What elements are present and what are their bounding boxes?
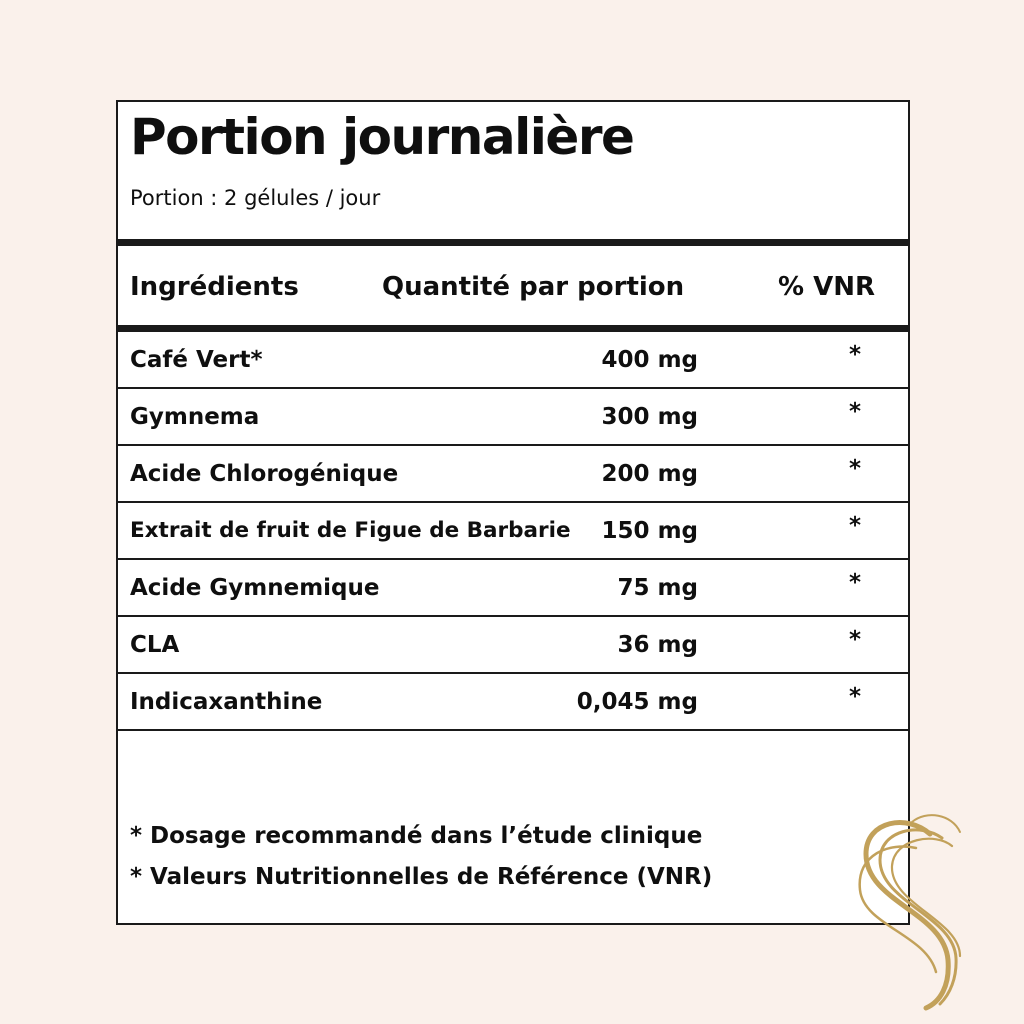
top-divider: [118, 239, 908, 246]
ingredient-name: Acide Chlorogénique: [130, 461, 399, 487]
ingredient-quantity: 400 mg: [601, 347, 698, 373]
footnotes: [130, 816, 712, 898]
ingredient-quantity: 0,045 mg: [576, 689, 698, 715]
ingredient-vnr: *: [849, 570, 862, 596]
table-row: [118, 332, 908, 389]
table-row: [118, 503, 908, 560]
ingredient-vnr: *: [849, 342, 862, 368]
ingredient-name: Café Vert*: [130, 347, 263, 373]
footnote-vnr: * Valeurs Nutritionnelles de Référence (VNR): [130, 864, 713, 890]
table-row: [118, 617, 908, 674]
table-row: [118, 560, 908, 617]
panel-title: Portion journalière: [130, 108, 634, 166]
nutrition-panel: [116, 100, 910, 925]
ingredient-vnr: *: [849, 684, 862, 710]
ingredient-name: Extrait de fruit de Figue de Barbarie: [130, 518, 571, 543]
ingredient-quantity: 200 mg: [601, 461, 698, 487]
swirl-logo-icon: [856, 808, 966, 1012]
ingredient-quantity: 75 mg: [617, 575, 698, 601]
ingredient-vnr: *: [849, 627, 862, 653]
ingredient-vnr: *: [849, 513, 862, 539]
table-row: [118, 389, 908, 446]
table-row: [118, 446, 908, 503]
ingredient-quantity: 300 mg: [601, 404, 698, 430]
ingredient-vnr: *: [849, 399, 862, 425]
ingredient-quantity: 150 mg: [601, 518, 698, 544]
ingredient-name: Indicaxanthine: [130, 689, 323, 715]
header-vnr: % VNR: [778, 272, 876, 302]
header-ingredient: Ingrédients: [130, 272, 299, 302]
header-quantity: Quantité par portion: [382, 272, 685, 302]
ingredient-quantity: 36 mg: [617, 632, 698, 658]
ingredient-name: Acide Gymnemique: [130, 575, 380, 601]
table-row: [118, 674, 908, 731]
serving-size: Portion : 2 gélules / jour: [130, 186, 381, 210]
header-divider: [118, 325, 908, 332]
ingredient-name: Gymnema: [130, 404, 260, 430]
footnote-dosage: * Dosage recommandé dans l’étude clinique: [130, 823, 703, 849]
ingredient-name: CLA: [130, 632, 180, 658]
ingredient-vnr: *: [849, 456, 862, 482]
